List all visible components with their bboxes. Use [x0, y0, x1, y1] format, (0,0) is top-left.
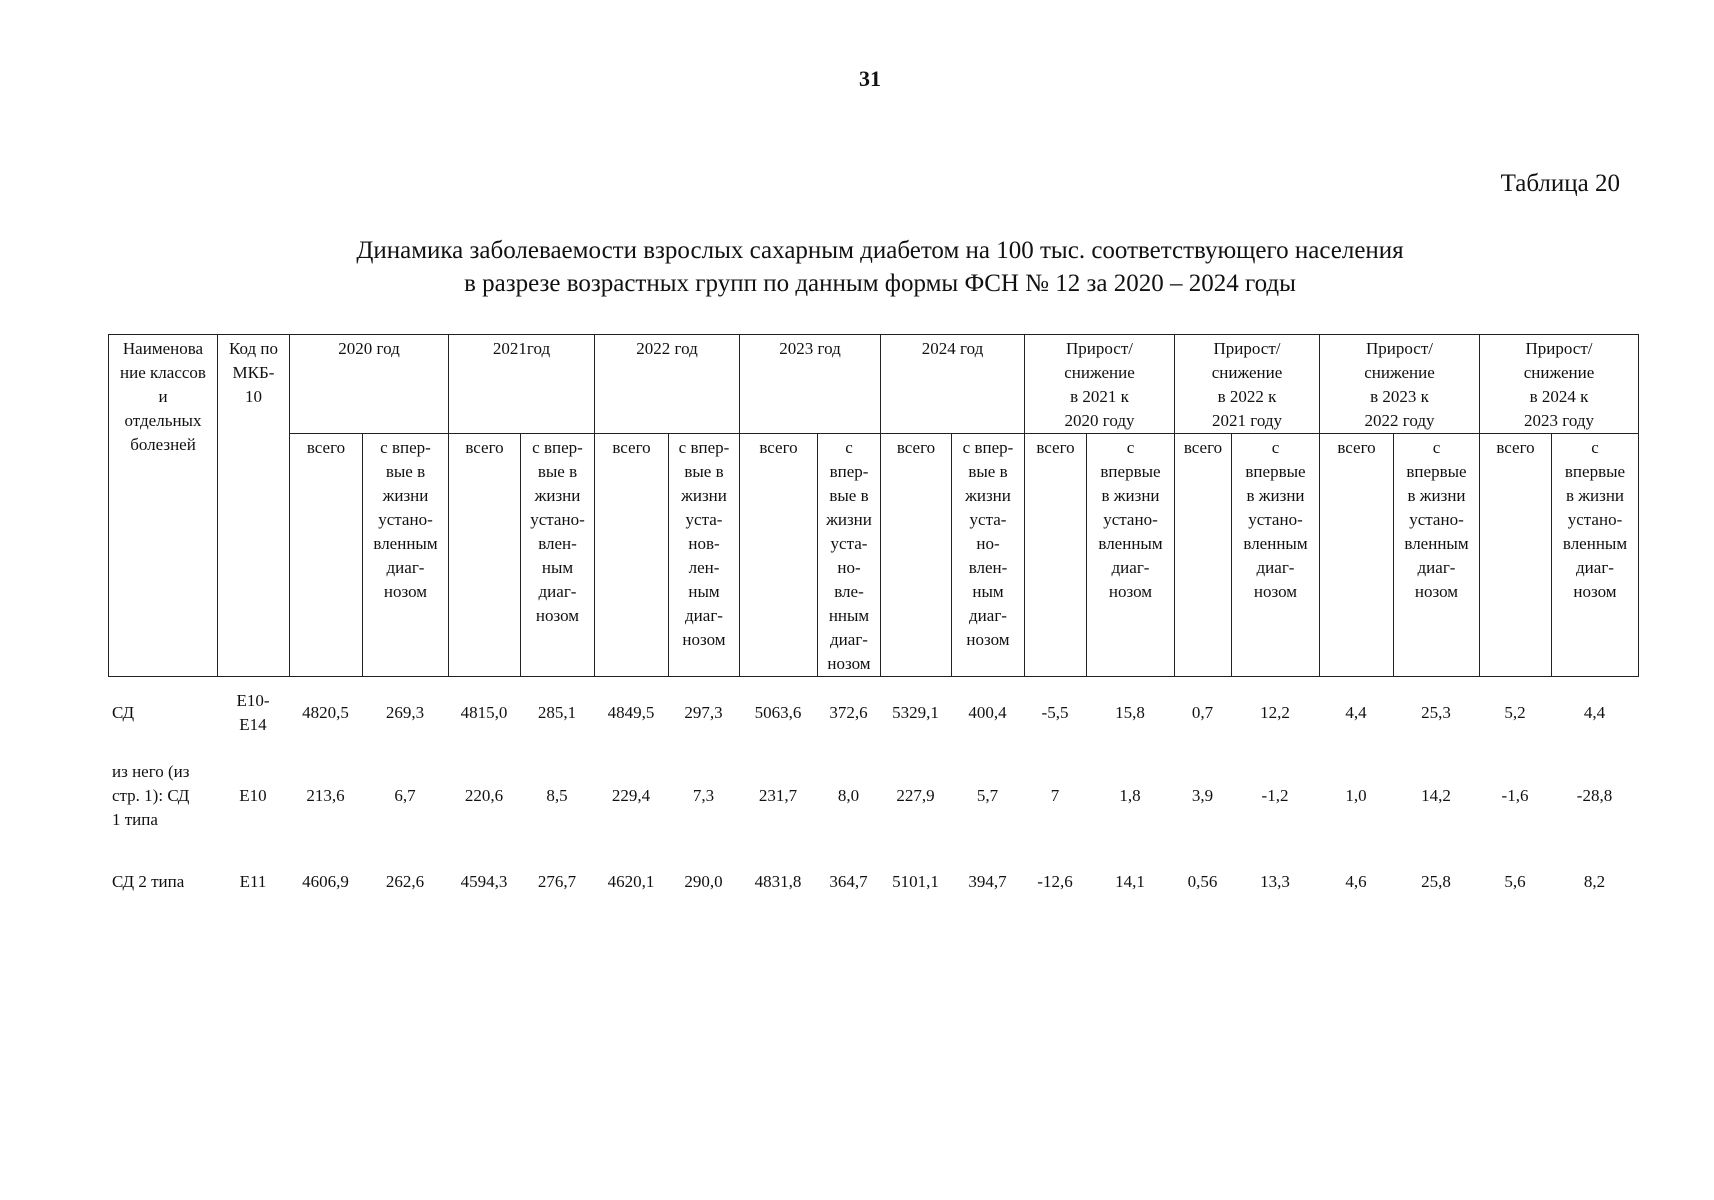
cell: 220,6	[464, 786, 504, 805]
subheader-total: всего	[290, 434, 363, 677]
cell: 213,6	[306, 786, 345, 805]
header-growth-2024: Прирост/ снижение в 2024 к 2023 году	[1480, 335, 1639, 434]
subheader-total: всего	[881, 434, 952, 677]
subheader-new: с впер- вые в жизни устано- влен- ным диаг- нозом	[521, 434, 595, 677]
cell: 14,2	[1421, 786, 1451, 805]
header-growth-2022: Прирост/ снижение в 2022 к 2021 году	[1175, 335, 1320, 434]
row-code: Е10- Е14	[236, 691, 270, 734]
subheader-new: с впервые в жизни устано- вленным диаг- нозом	[1552, 434, 1639, 677]
document-title	[180, 234, 1580, 300]
header-group-2022: 2022 год	[595, 335, 740, 434]
cell: 15,8	[1115, 703, 1145, 722]
cell: 269,3	[385, 703, 425, 722]
cell: 1,8	[1119, 786, 1141, 805]
row-name: из него (из стр. 1): СД 1 типа	[112, 762, 190, 829]
header-group-2024: 2024 год	[881, 335, 1025, 434]
cell: 7	[1050, 786, 1060, 805]
table-row	[108, 749, 1638, 843]
cell: 5063,6	[754, 703, 802, 722]
cell: 4620,1	[607, 872, 655, 891]
subheader-new: с впервые в жизни устано- вленным диаг- нозом	[1232, 434, 1320, 677]
table-header	[108, 334, 1639, 677]
cell: 5,6	[1504, 872, 1526, 891]
cell: -5,5	[1041, 703, 1069, 722]
cell: 400,4	[968, 703, 1007, 722]
header-group-2021: 2021год	[449, 335, 595, 434]
cell: 4849,5	[607, 703, 655, 722]
cell: 4,4	[1583, 703, 1606, 722]
cell: 372,6	[829, 703, 868, 722]
row-name: СД 2 типа	[112, 872, 185, 891]
table-label: Таблица 20	[1500, 170, 1620, 197]
row-code: Е11	[239, 872, 267, 891]
cell: 4606,9	[302, 872, 349, 891]
row-code: Е10	[239, 786, 267, 805]
table-row	[108, 843, 1638, 921]
cell: 4815,0	[460, 703, 508, 722]
cell: 229,4	[611, 786, 651, 805]
cell: 5329,1	[892, 703, 939, 722]
header-group-2020: 2020 год	[290, 335, 449, 434]
cell: 4,6	[1345, 872, 1367, 891]
cell: 0,56	[1187, 872, 1218, 891]
cell: 364,7	[829, 872, 868, 891]
cell: 6,7	[394, 786, 416, 805]
cell: 394,7	[968, 872, 1007, 891]
cell: 14,1	[1115, 872, 1145, 891]
cell: 5101,1	[892, 872, 939, 891]
header-growth-2021: Прирост/ снижение в 2021 к 2020 году	[1025, 335, 1175, 434]
cell: 285,1	[537, 703, 577, 722]
cell: 12,2	[1260, 703, 1290, 722]
cell: 1,0	[1345, 786, 1367, 805]
cell: 25,3	[1421, 703, 1451, 722]
row-name: СД	[112, 703, 135, 722]
cell: -1,2	[1261, 786, 1289, 805]
cell: 4594,3	[460, 872, 508, 891]
cell: 8,5	[546, 786, 568, 805]
subheader-total: всего	[740, 434, 818, 677]
cell: 8,0	[837, 786, 860, 805]
cell: 7,3	[692, 786, 715, 805]
cell: 262,6	[385, 872, 425, 891]
cell: 25,8	[1421, 872, 1451, 891]
title-line-1: Динамика заболеваемости взрослых сахарным диабетом на 100 тыс. соответствующего населения	[356, 237, 1404, 264]
cell: -12,6	[1037, 872, 1073, 891]
cell: 4,4	[1345, 703, 1367, 722]
cell: 4831,8	[754, 872, 802, 891]
cell: -28,8	[1576, 786, 1613, 805]
table-row	[108, 677, 1638, 749]
subheader-total: всего	[1320, 434, 1394, 677]
cell: -1,6	[1501, 786, 1529, 805]
cell: 5,7	[976, 786, 999, 805]
table-body	[108, 677, 1638, 921]
page-number: 31	[859, 66, 881, 91]
subheader-total: всего	[1175, 434, 1232, 677]
subheader-new: с впервые в жизни устано- вленным диаг- нозом	[1394, 434, 1480, 677]
cell: 227,9	[896, 786, 935, 805]
cell: 4820,5	[302, 703, 349, 722]
cell: 0,7	[1191, 703, 1214, 722]
subheader-total: всего	[1480, 434, 1552, 677]
header-growth-2023: Прирост/ снижение в 2023 к 2022 году	[1320, 335, 1480, 434]
subheader-new: с впер- вые в жизни уста- но- вле- нным диаг- нозом	[818, 434, 881, 677]
header-name: Наименова ние классов и отдельных болезней	[109, 335, 218, 677]
title-line-2: в разрезе возрастных групп по данным формы ФСН № 12 за 2020 – 2024 годы	[464, 270, 1296, 297]
subheader-total: всего	[595, 434, 669, 677]
cell: 276,7	[537, 872, 577, 891]
subheader-total: всего	[449, 434, 521, 677]
cell: 3,9	[1191, 786, 1214, 805]
cell: 8,2	[1583, 872, 1606, 891]
subheader-new: с впер- вые в жизни уста- но- влен- ным диаг- нозом	[952, 434, 1025, 677]
cell: 297,3	[684, 703, 723, 722]
cell: 13,3	[1260, 872, 1290, 891]
header-group-2023: 2023 год	[740, 335, 881, 434]
cell: 290,0	[684, 872, 723, 891]
subheader-total: всего	[1025, 434, 1087, 677]
cell: 5,2	[1504, 703, 1526, 722]
cell: 231,7	[758, 786, 798, 805]
subheader-new: с впервые в жизни устано- вленным диаг- нозом	[1087, 434, 1175, 677]
subheader-new: с впер- вые в жизни уста- нов- лен- ным диаг- нозом	[669, 434, 740, 677]
header-code: Код по МКБ- 10	[218, 335, 290, 677]
subheader-new: с впер- вые в жизни устано- вленным диаг- нозом	[363, 434, 449, 677]
